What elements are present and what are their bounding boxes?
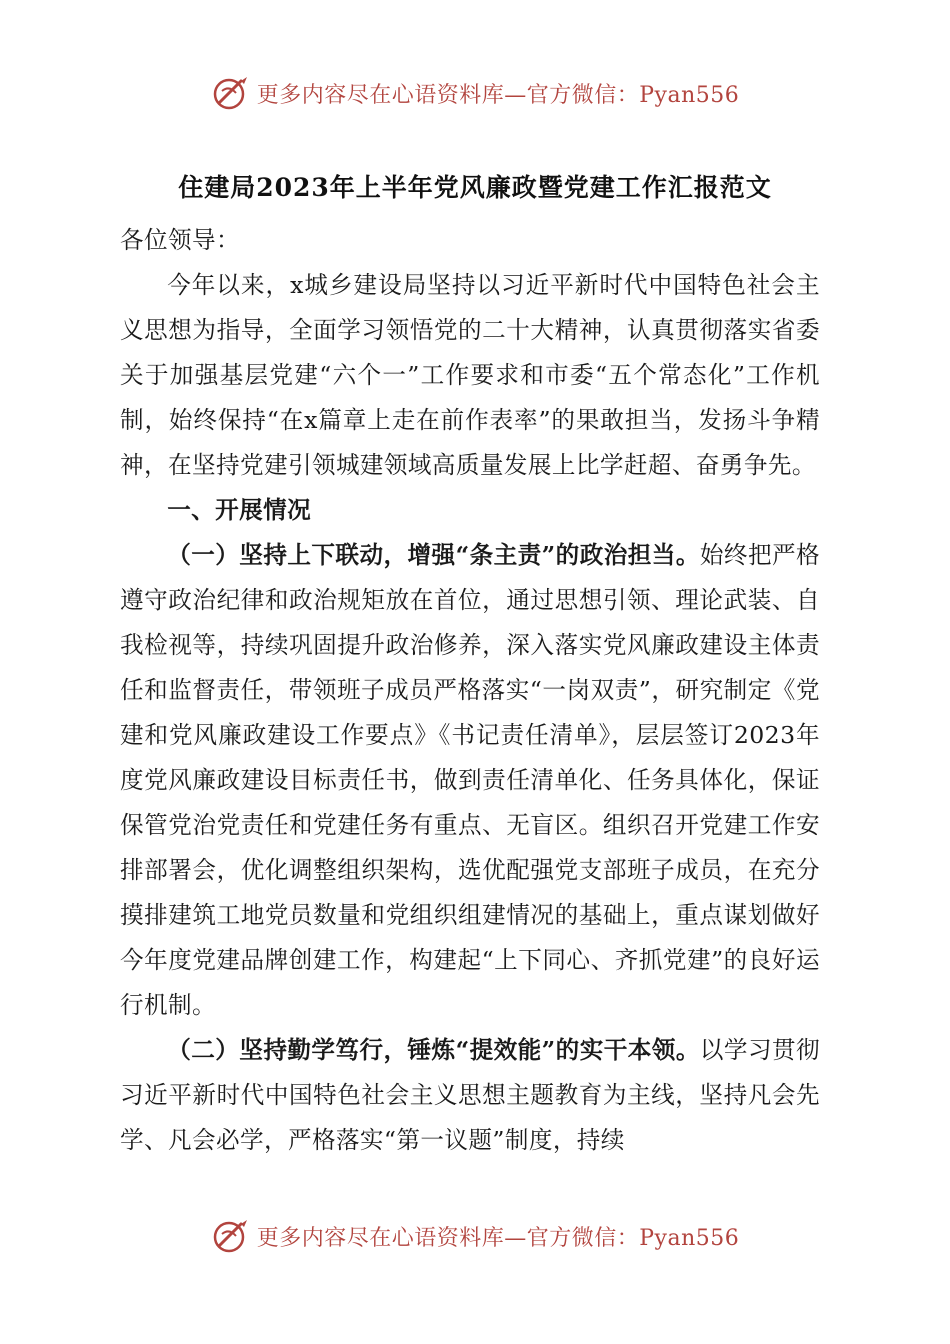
pen-seal-logo-icon <box>211 73 251 113</box>
intro-paragraph: 今年以来，x城乡建设局坚持以习近平新时代中国特色社会主义思想为指导，全面学习领悟党的二十大精神，认真贯彻落实省委关于加强基层党建“六个一”工作要求和市委“五个常态化”工作机制，始终保持“在x篇章上走在前作表率”的果敢担当，发扬斗争精神，在坚持党建引领城建领域高质量发展上比学赶超、奋勇争先。 <box>120 271 820 479</box>
section-heading: 一、开展情况 <box>167 496 312 524</box>
item1-text: 始终把严格遵守政治纪律和政治规矩放在首位，通过思想引领、理论武装、自我检视等，持续巩固提升政治修养，深入落实党风廉政建设主体责任和监督责任，带领班子成员严格落实“一岗双责”，研究制定《党建和党风廉政建设工作要点》《书记责任清单》，层层签订2023年度党风廉政建设目标责任书，做到责任清单化、任务具体化，保证保管党治党责任和党建任务有重点、无盲区。组织召开党建工作安排部署会，优化调整组织架构，选优配强党支部班子成员，在充分摸排建筑工地党员数量和党组织组建情况的基础上，重点谋划做好今年度党建品牌创建工作，构建起“上下同心、齐抓党建”的良好运行机制。 <box>120 541 820 1019</box>
item2-paragraph <box>120 1028 820 1163</box>
footer-banner-text: 更多内容尽在心语资料库—官方微信：Pyan556 <box>256 1225 740 1251</box>
item1-heading: （一）坚持上下联动，增强“条主责”的政治担当。 <box>167 541 700 569</box>
item2-heading: （二）坚持勤学笃行，锤炼“提效能”的实干本领。 <box>167 1036 700 1064</box>
document-body <box>120 218 820 1163</box>
header-banner-text: 更多内容尽在心语资料库—官方微信：Pyan556 <box>256 82 740 108</box>
pen-seal-logo-icon <box>211 1216 251 1256</box>
item1-paragraph <box>120 533 820 1028</box>
header-watermark-banner <box>0 68 950 118</box>
footer-watermark-banner <box>0 1211 950 1261</box>
salutation: 各位领导： <box>120 226 240 254</box>
document-title: 住建局2023年上半年党风廉政暨党建工作汇报范文 <box>178 173 772 202</box>
item2-text: 以学习贯彻习近平新时代中国特色社会主义思想主题教育为主线，坚持凡会先学、凡会必学，严格落实“第一议题”制度，持续 <box>120 1036 820 1154</box>
